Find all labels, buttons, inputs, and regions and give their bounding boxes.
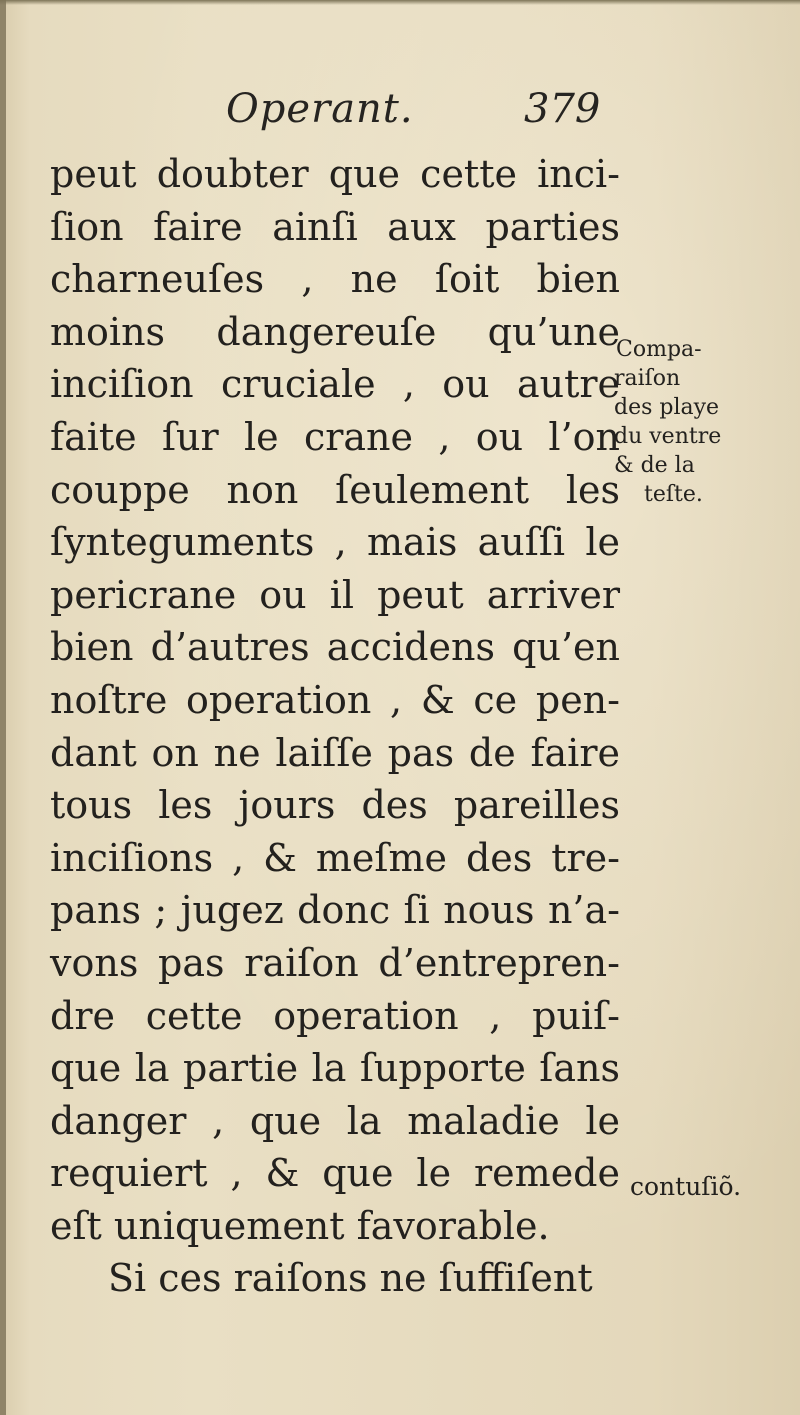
text-line: pans ; jugez donc ſi nous n’a- <box>50 888 620 933</box>
margin-note-line: raiſon <box>614 366 681 391</box>
margin-note <box>614 335 794 509</box>
text-line: bien d’autres accidens qu’en <box>50 625 620 670</box>
page-number: 379 <box>524 86 601 132</box>
text-line: couppe non ſeulement les <box>50 467 620 512</box>
margin-note-line: du ventre <box>614 424 722 449</box>
margin-note-line: & de la <box>614 453 695 478</box>
text-line: inciſion cruciale , ou autre <box>50 362 620 407</box>
text-line: que la partie la ſupporte ſans <box>50 1046 620 1091</box>
text-line: inciſions , & meſme des tre- <box>50 835 620 880</box>
text-line: ſion faire ainſi aux parties <box>50 204 620 249</box>
page-header <box>0 86 800 146</box>
text-line: charneuſes , ne ſoit bien <box>50 257 620 302</box>
text-line: requiert , & que le remede <box>50 1151 620 1196</box>
text-line: noſtre operation , & ce pen- <box>50 677 620 722</box>
page-top-edge <box>0 0 800 5</box>
text-line: peut doubter que cette inci- <box>50 152 620 196</box>
text-line: eſt uniquement favorable. <box>50 1203 550 1248</box>
margin-note-line: Compa- <box>616 337 702 362</box>
text-line: tous les jours des pareilles <box>50 783 620 828</box>
text-line: danger , que la maladie le <box>50 1098 620 1143</box>
margin-note-line: teſte. <box>644 482 703 507</box>
text-line: Si ces raiſons ne ſuffiſent <box>108 1256 593 1301</box>
text-line: ſynteguments , mais auſſi le <box>50 520 620 565</box>
text-line: dre cette operation , puiſ- <box>50 993 620 1038</box>
running-head: Operant. <box>226 86 414 132</box>
binding-gutter <box>0 0 6 1415</box>
text-line: dant on ne laiſſe pas de faire <box>50 730 620 775</box>
side-note: contuſiõ. <box>630 1172 742 1201</box>
text-line: vons pas raiſon d’entrepren- <box>50 940 620 985</box>
text-line: faite ſur le crane , ou l’on <box>50 414 620 459</box>
margin-note-line: des playe <box>614 395 720 420</box>
text-line: pericrane ou il peut arriver <box>50 572 620 617</box>
text-line: moins dangereuſe qu’une <box>50 309 620 354</box>
body-text <box>50 148 620 1305</box>
